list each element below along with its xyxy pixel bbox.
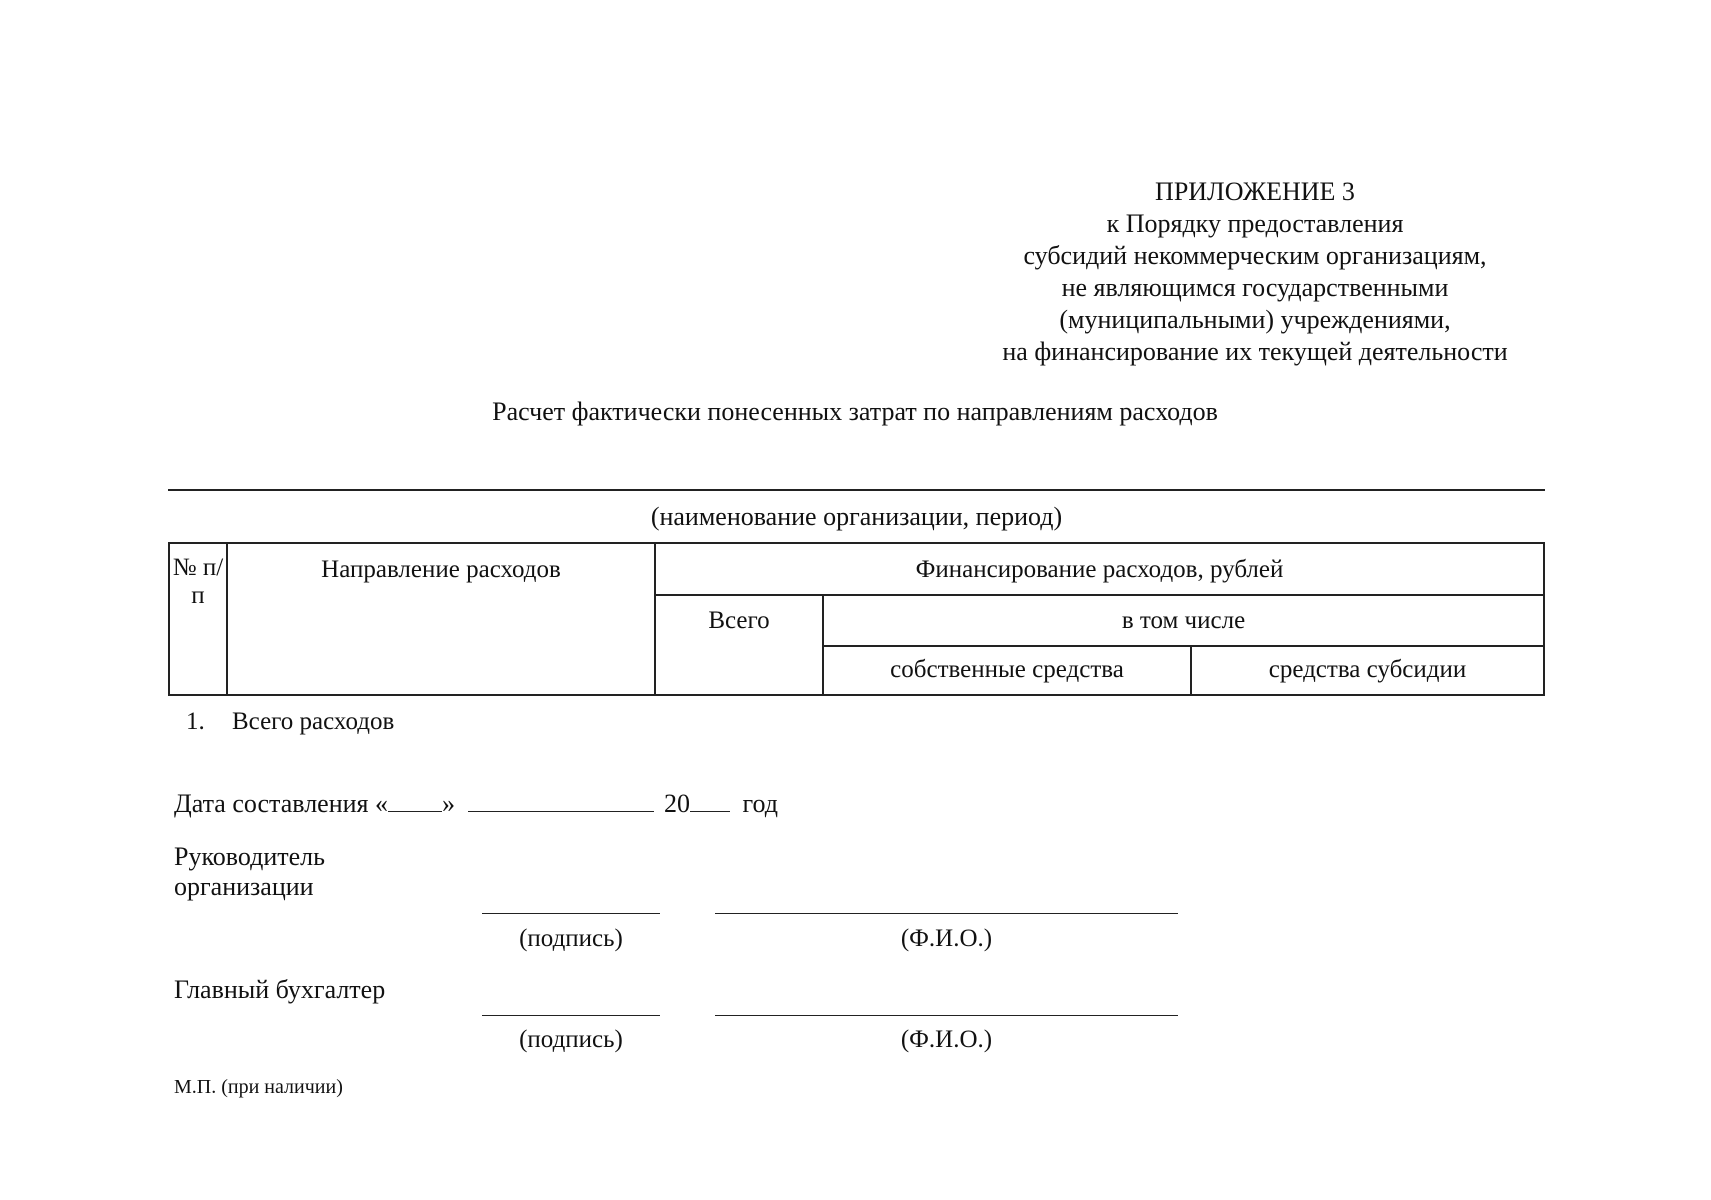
accountant-name-line [715, 1015, 1178, 1016]
year-suffix: год [742, 789, 779, 818]
header-direction: Направление расходов [321, 556, 561, 583]
header-own-funds: собственные средства [890, 656, 1124, 683]
head-signature-caption: (подпись) [519, 925, 623, 952]
row-number: 1. [186, 708, 205, 735]
header-total: Всего [708, 607, 770, 634]
header-number: № п/п [172, 554, 224, 609]
stamp-place: М.П. (при наличии) [174, 1076, 343, 1098]
appendix-header [960, 176, 1550, 368]
appendix-line: субсидий некоммерческим организациям, [1023, 241, 1487, 270]
table-divider [654, 594, 1543, 596]
head-signature-line [482, 913, 660, 914]
year-prefix: 20 [664, 789, 691, 818]
table-divider [822, 645, 1543, 647]
chief-accountant-label: Главный бухгалтер [174, 975, 386, 1004]
date-label: Дата составления « [174, 789, 389, 818]
table-row [186, 708, 394, 736]
head-name-line [715, 913, 1178, 914]
appendix-line: не являющимся государственными [1061, 273, 1449, 302]
date-of-compilation [174, 789, 778, 819]
appendix-line: к Порядку предоставления [1106, 209, 1404, 238]
document-title: Расчет фактически понесенных затрат по направлениям расходов [492, 397, 1218, 426]
day-blank [388, 791, 442, 812]
expenses-table [168, 542, 1545, 696]
head-name-caption: (Ф.И.О.) [900, 925, 993, 952]
accountant-signature-caption: (подпись) [519, 1026, 623, 1053]
accountant-signature-line [482, 1015, 660, 1016]
header-subsidy-funds: средства субсидии [1268, 656, 1467, 683]
appendix-line: (муниципальными) учреждениями, [1059, 305, 1451, 334]
year-blank [690, 791, 730, 812]
header-financing: Финансирование расходов, рублей [915, 556, 1284, 583]
organization-caption: (наименование организации, период) [650, 502, 1063, 531]
header-including: в том числе [1121, 607, 1246, 634]
appendix-title: ПРИЛОЖЕНИЕ 3 [1155, 177, 1355, 206]
head-of-organization-label [174, 842, 325, 902]
appendix-line: на финансирование их текущей деятельности [1002, 337, 1508, 366]
month-blank [468, 791, 654, 812]
date-quote-close: » [442, 789, 456, 818]
accountant-name-caption: (Ф.И.О.) [900, 1026, 993, 1053]
head-label-line: Руководитель [174, 842, 325, 871]
head-label-line: организации [174, 872, 314, 901]
organization-field-line [168, 489, 1545, 491]
row-label: Всего расходов [232, 708, 395, 735]
